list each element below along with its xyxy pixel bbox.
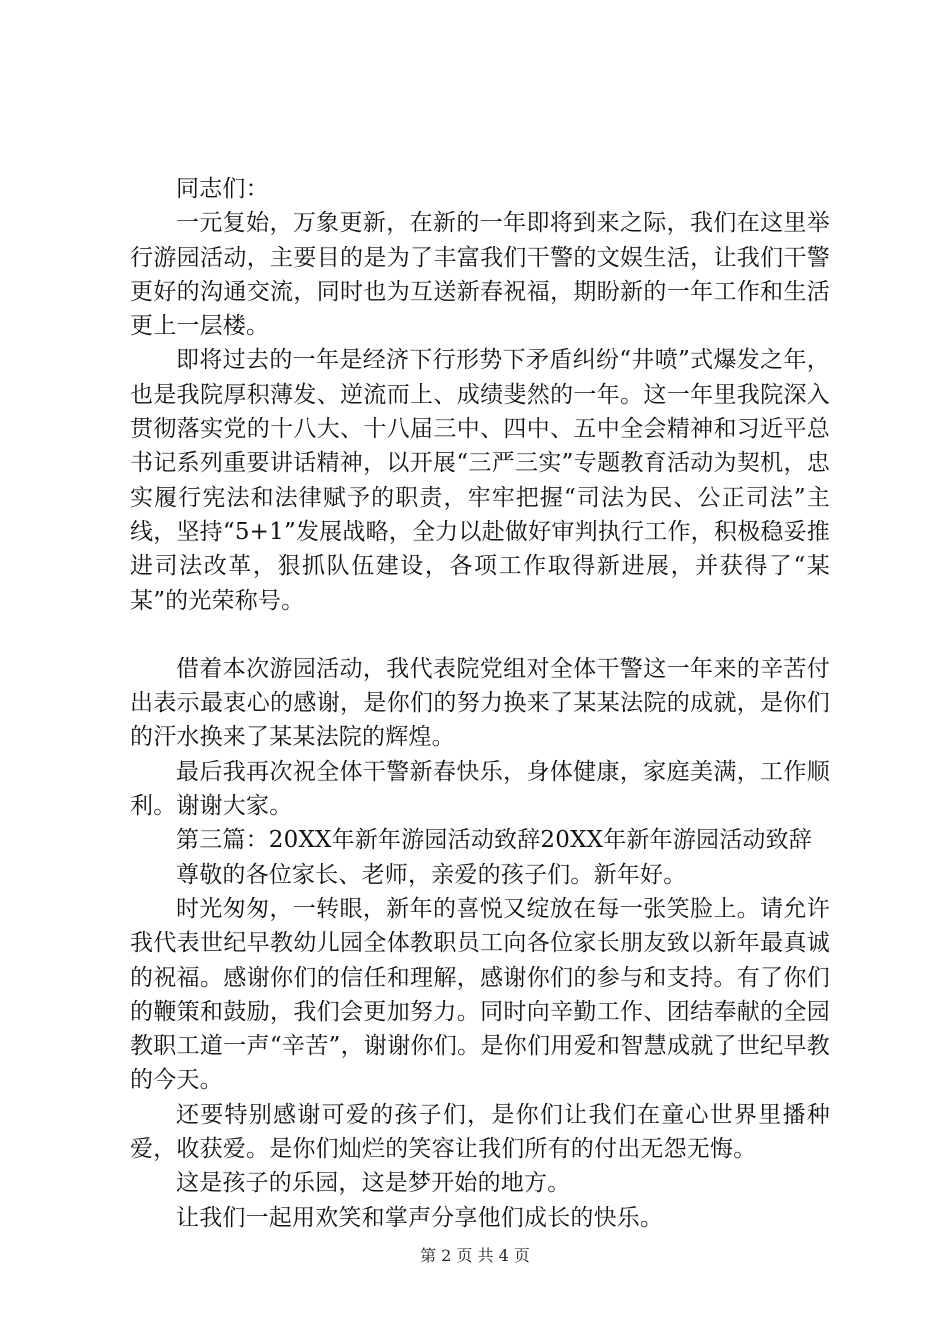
page-footer — [0, 1246, 950, 1266]
body-paragraph: 借着本次游园活动，我代表院党组对全体干警这一年来的辛苦付出表示最衷心的感谢，是你们的努力换来了某某法院的成就，是你们的汗水换来了某某法院的辉煌。 — [130, 655, 830, 751]
salutation-paragraph: 同志们： — [176, 176, 269, 202]
body-paragraph: 时光匆匆，一转眼，新年的喜悦又绽放在每一张笑脸上。请允许我代表世纪早教幼儿园全体教职员工向各位家长朋友致以新年最真诚的祝福。感谢你们的信任和理解，感谢你们的参与和支持。有了你们的鞭策和鼓励，我们会更加努力。同时向辛勤工作、团结奉献的全园教职工道一声“辛苦”，谢谢你们。是你们用爱和智慧成就了世纪早教的今天。 — [130, 895, 830, 1094]
page-number-label: 第 2 页 共 4 页 — [420, 1246, 530, 1265]
body-paragraph: 还要特别感谢可爱的孩子们，是你们让我们在童心世界里播种爱，收获爱。是你们灿烂的笑容让我们所有的付出无怨无悔。 — [130, 1101, 830, 1163]
body-paragraph: 这是孩子的乐园，这是梦开始的地方。 — [176, 1170, 571, 1197]
body-paragraph: 一元复始，万象更新，在新的一年即将到来之际，我们在这里举行游园活动，主要目的是为了丰富我们干警的文娱生活，让我们干警更好的沟通交流，同时也为互送新春祝福，期盼新的一年工作和生活更上一层楼。 — [130, 210, 830, 340]
document-body — [130, 172, 830, 1235]
body-paragraph: 即将过去的一年是经济下行形势下矛盾纠纷“井喷”式爆发之年，也是我院厚积薄发、逆流而上、成绩斐然的一年。这一年里我院深入贯彻落实党的十八大、十八届三中、四中、五中全会精神和习近平总书记系列重要讲话精神，以开展“三严三实”专题教育活动为契机，忠实履行宪法和法律赋予的职责，牢牢把握“司法为民、公正司法”主线，坚持“5+1”发展战略，全力以赴做好审判执行工作，积极稳妥推进司法改革，狠抓队伍建设，各项工作取得新进展，并获得了“某某”的光荣称号。 — [130, 347, 830, 614]
body-paragraph: 让我们一起用欢笑和掌声分享他们成长的快乐。 — [176, 1204, 664, 1231]
body-paragraph: 最后我再次祝全体干警新春快乐，身体健康，家庭美满，工作顺利。谢谢大家。 — [130, 758, 830, 820]
greeting-paragraph: 尊敬的各位家长、老师，亲爱的孩子们。新年好。 — [176, 861, 687, 888]
section-heading: 第三篇：20XX年新年游园活动致辞20XX年新年游园活动致辞 — [176, 827, 813, 854]
